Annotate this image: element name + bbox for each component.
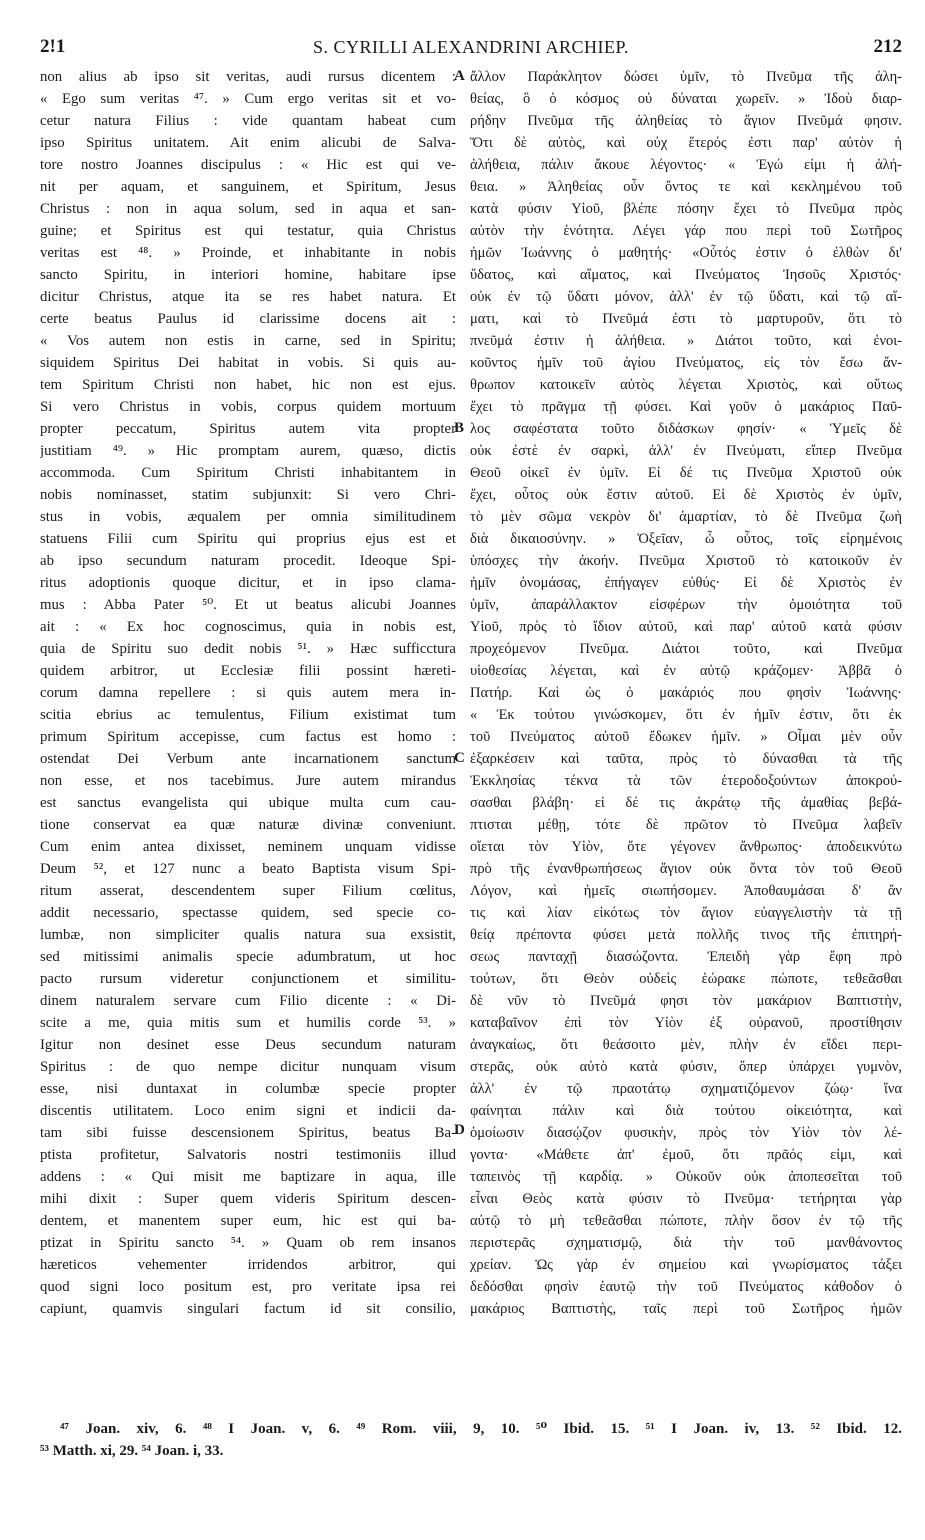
greek-text-line: τὸ μὲν σῶμα νεκρὸν δι' ἁμαρτίαν, τὸ δὲ Πνεῦμα ζωὴ [470,509,902,525]
latin-text-line: quia de Spiritu suo dedit nobis ⁵¹. » Hæc sufficctura [40,641,456,657]
greek-text-line: ἐξαρκέσειν καὶ ταῦτα, πρὸς τὸ δύνασθαι τὰ τῆς [470,751,902,767]
latin-text-line: dinem naturalem servare cum Filio dicente : « Di- [40,993,456,1009]
greek-text-line: αὐτὸν τὴν ἑνότητα. Λέγει γάρ που περὶ τοῦ Σωτῆρος [470,223,902,239]
latin-text-line: accommoda. Cum Spiritum Christi inhabitantem in [40,465,456,481]
latin-text-line: addens : « Qui misit me baptizare in aqua, ille [40,1169,456,1185]
greek-text-line: διὰ δικαιοσύνην. » Ὀξεῖαν, ὦ οὗτος, τοῖς εἰρημένοις [470,531,902,547]
latin-text-line: est sanctus evangelista qui ubique multa cum cau- [40,795,456,811]
page-header [40,36,902,60]
latin-text-line: guine; et Spiritus est qui testatur, quia Christus [40,223,456,239]
latin-text-line: esse, nisi duntaxat in columbæ specie propter [40,1081,456,1097]
greek-text-line: υἱοθεσίας λέγεται, καὶ ἐν αὐτῷ κράζομεν· Ἀββᾶ ὁ [470,663,902,679]
greek-text-line: λος σαφέστατα τοῦτο διδάσκων φησίν· « Ὑμεῖς δὲ [470,421,902,437]
greek-text-line: περιστερᾶς σχηματισμῷ, διὰ τὴν τοῦ μανθάνοντος [470,1235,902,1251]
latin-text-line: ptizat in Spiritu sancto ⁵⁴. » Quam ob rem insanos [40,1235,456,1251]
latin-text-line: ptista profitetur, Salvatoris nostri testimoniis illud [40,1147,456,1163]
latin-text-line: veritas est ⁴⁸. » Proinde, et inhabitante in nobis [40,245,456,261]
latin-text-line: non esse, et nos tacebimus. Jure autem mirandus [40,773,456,789]
greek-text-line: ρήδην Πνεῦμα τῆς ἀληθείας τὸ ἅγιον Πνεῦμά φησιν. [470,113,902,129]
greek-text-line: οὐκ ἐν τῷ ὕδατι μόνον, ἀλλ' ἐν τῷ ὕδατι, καὶ τῷ αἵ- [470,289,902,305]
greek-text-line: ὑπόσχες τὴν ἀκοήν. Πνεῦμα Χριστοῦ τὸ κατοικοῦν ἐν [470,553,902,569]
greek-text-line: προχεόμενον Πνεῦμα. Διάτοι τοῦτο, καὶ Πνεῦμα [470,641,902,657]
latin-column [40,66,456,1320]
latin-text-line: certe beatus Paulus id clarissime docens ait : [40,311,456,327]
latin-text-line: hæreticos vehementer irridendos arbitror, qui [40,1257,456,1273]
latin-text-line: pacto rursum videretur conjunctionem et similitu- [40,971,456,987]
greek-text-line: Θεοῦ οἰκεῖ ἐν ὑμῖν. Εἰ δέ τις Πνεῦμα Χριστοῦ οὐκ [470,465,902,481]
margin-marker-d: D [454,1122,465,1138]
footnotes-line-2: ⁵³ Matth. xi, 29. ⁵⁴ Joan. i, 33. [40,1443,224,1459]
latin-text-line: nit per aquam, et sanguinem, et Spiritum, Jesus [40,179,456,195]
greek-text-line: Υἱοῦ, πρὸς τὸ ἴδιον αὐτοῦ, καὶ παρ' αὐτοῦ κατὰ φύσιν [470,619,902,635]
greek-text-line: τις καὶ λίαν εἰκότως τὸν ἅγιον εὐαγγελιστὴν τὰ τῇ [470,905,902,921]
greek-text-line: κατὰ φύσιν Υἱοῦ, βλέπε πόσην ἔχει τὸ Πνεῦμα πρὸς [470,201,902,217]
latin-text-line: addit necessario, spectasse quidem, sed specie co- [40,905,456,921]
latin-text-line: tione conservat ea quæ naturæ divinæ conveniunt. [40,817,456,833]
latin-text-line: dentem, et manentem super eum, hic est qui ba- [40,1213,456,1229]
greek-text-line: τούτων, ὅτι Θεὸν οὐδεὶς ἑώρακε πώποτε, τεθεᾶσθαι [470,971,902,987]
latin-text-line: ab ipso secundum naturam procedit. Ideoque Spi- [40,553,456,569]
greek-text-line: θεια. » Ἀληθείας οὖν ὄντος τε καὶ κεκλημένου τοῦ [470,179,902,195]
greek-text-line: μακάριος Βαπτιστὴς, ταῖς περὶ τοῦ Σωτῆρος ἡμῶν [470,1301,902,1317]
footnotes-line-1: ⁴⁷ Joan. xiv, 6. ⁴⁸ I Joan. v, 6. ⁴⁹ Rom. viii, 9, 10. ⁵⁰ Ibid. 15. ⁵¹ I Joan. iv, 13. ⁵² Ibid. 12. [60,1421,902,1437]
greek-text-line: δεδόσθαι φησὶν ἑαυτῷ τὴν τοῦ Πνεύματος κάθοδον ὁ [470,1279,902,1295]
latin-text-line: Christus : non in aqua solum, sed in aqua et san- [40,201,456,217]
latin-text-line: lumbæ, non simpliciter qualis natura sua exsistit, [40,927,456,943]
greek-text-line: ἡμῶν Ἰωάννης ὁ μαθητής· «Οὗτός ἐστιν ὁ ἐλθὼν δι' [470,245,902,261]
latin-text-line: tem Spiritum Christi non habet, hic non est ejus. [40,377,456,393]
greek-text-line: πρὸ τῆς ἐνανθρωπήσεως ἅγιον οὐκ ὄντα τὸν τοῦ Θεοῦ [470,861,902,877]
latin-text-line: propter peccatum, Spiritus autem vita propter [40,421,456,437]
latin-text-line: non alius ab ipso sit veritas, audi rursus dicentem : [40,69,456,85]
greek-text-line: φαίνηται πάλιν καὶ διὰ τούτου οἰκειότητα, καὶ [470,1103,902,1119]
greek-text-line: σασθαι βλάβη· εἰ δέ τις ἀκράτῳ τῆς ἀμαθίας βεβά- [470,795,902,811]
latin-text-line: ritus adoptionis quoque dicitur, et in ipso clama- [40,575,456,591]
greek-text-line: Λόγον, καὶ ἡμεῖς σιωπήσομεν. Ἀποθαυμάσαι δ' ἄν [470,883,902,899]
margin-marker-a: A [454,68,465,84]
latin-text-line: « Ego sum veritas ⁴⁷. » Cum ergo veritas sit et vo- [40,91,456,107]
greek-text-line: « Ἐκ τούτου γινώσκομεν, ὅτι ἐν ἡμῖν ἐστιν, ὅτι ἐκ [470,707,902,723]
latin-text-line: discentis utilitatem. Loco enim signi et indicii da- [40,1103,456,1119]
latin-text-line: ritum asserat, descendentem super Filium cœlitus, [40,883,456,899]
latin-text-line: justitiam ⁴⁹. » Hic promptam aurem, quæso, dictis [40,443,456,459]
latin-text-line: primum Spiritum accepisse, cum factus est homo : [40,729,456,745]
latin-text-line: stus in vobis, æqualem per omnia similitudinem [40,509,456,525]
latin-text-line: scitia ebrius ac temulentus, Filium existimat tum [40,707,456,723]
latin-text-line: Si vero Christus in vobis, corpus quidem mortuum [40,399,456,415]
latin-text-line: quidem arbitror, ut Ecclesiæ filii possint hæreti- [40,663,456,679]
margin-marker-b: B [454,420,465,436]
greek-text-line: ἡμῖν ὀνομάσας, ἐπήγαγεν εὐθύς· Εἰ δὲ Χριστὸς ἐν [470,575,902,591]
latin-text-line: Deum ⁵², et 127 nunc a beato Baptista visum Spi- [40,861,456,877]
latin-text-line: Spiritus : de quo nempe dicitur nunquam visum [40,1059,456,1075]
latin-text-line: tore nostro Joannes discipulus : « Hic est qui ve- [40,157,456,173]
latin-text-line: dicitur Christus, atque ita se res habet natura. Et [40,289,456,305]
greek-text-line: Πατήρ. Καὶ ὡς ὁ μακάριός που φησὶν Ἰωάννης· [470,685,902,701]
greek-text-line: αὐτῷ τὸ μὴ τεθεᾶσθαι πώποτε, πλὴν ὅσον ἐν τῷ τῆς [470,1213,902,1229]
greek-text-line: χρείαν. Ὡς γὰρ ἐν σημείου καὶ γνωρίσματος τάξει [470,1257,902,1273]
latin-text-line: ipso Spiritus unitatem. Ait enim alicubi de Salva- [40,135,456,151]
greek-text-line: στερᾶς, οὐκ αὐτὸ κατὰ φύσιν, ὅπερ ὑπάρχει γυμνὸν, [470,1059,902,1075]
latin-text-line: nobis nominasset, statim subjunxit: Si vero Chri- [40,487,456,503]
greek-text-line: οἴεται τὸν Υἱὸν, ὅτε γέγονεν ἄνθρωπος· ἀποδεικνύτω [470,839,902,855]
latin-text-line: tam sibi fuisse descensionem Spiritus, beatus Ba- [40,1125,456,1141]
page-number-left: 2!1 [40,36,66,57]
greek-text-line: δὲ νῦν τὸ Πνεῦμά φησι τὸν μακάριον Βαπτιστὴν, [470,993,902,1009]
greek-text-line: ἔχει τὸ πρᾶγμα τῇ φύσει. Καὶ γοῦν ὁ μακάριος Παῦ- [470,399,902,415]
latin-text-line: sancto Spiritu, in interiori homine, habitare ipse [40,267,456,283]
greek-text-line: πνεῦμά ἐστιν ἡ ἀλήθεια. » Διάτοι τοῦτο, καὶ ἐνοι- [470,333,902,349]
greek-text-line: ἔχει, οὗτος οὐκ ἔστιν αὐτοῦ. Εἰ δὲ Χριστὸς ἐν ὑμῖν, [470,487,902,503]
greek-text-line: ματι, καὶ τὸ Πνεῦμά ἐστι τὸ μαρτυροῦν, ὅτι τὸ [470,311,902,327]
greek-text-line: γοντα· «Μάθετε ἀπ' ἐμοῦ, ὅτι πρᾶός εἰμι, καὶ [470,1147,902,1163]
greek-text-line: ἀλλ' ἐν τῷ πραοτάτῳ σχηματιζόμενον ζώῳ· ἵνα [470,1081,902,1097]
latin-text-line: ait : « Ex hoc cognoscimus, quia in nobis est, [40,619,456,635]
greek-text-line: οὐκ ἐστὲ ἐν σαρκὶ, ἀλλ' ἐν Πνεύματι, εἴπερ Πνεῦμα [470,443,902,459]
greek-text-line: καταβαῖνον ἐπὶ τὸν Υἱὸν ἐξ οὐρανοῦ, προστίθησιν [470,1015,902,1031]
latin-text-line: mihi dixit : Super quem videris Spiritum descen- [40,1191,456,1207]
greek-text-line: ὑμῖν, ἀπαράλλακτον εἰσφέρων τὴν ὁμοιότητα τοῦ [470,597,902,613]
greek-text-line: τοῦ Πνεύματος αὐτοῦ ἔδωκεν ἡμῖν. » Οἶμαι μὲν οὖν [470,729,902,745]
latin-text-line: quod signi loco positum est, pro veritate ipsa rei [40,1279,456,1295]
latin-text-line: statuens Filii cum Spiritu qui proprius ejus est et [40,531,456,547]
latin-text-line: ostendat Dei Verbum ante incarnationem sanctum [40,751,456,767]
greek-text-line: κοῦντος ἡμῖν τοῦ ἁγίου Πνεύματος, εἰς τὸν ἔσω ἄν- [470,355,902,371]
greek-text-line: πτισται μέθῃ, τότε δὲ πρῶτον τὸ Πνεῦμα λαβεῖν [470,817,902,833]
greek-text-line: ἀλήθεια, πάλιν ἄκουε λέγοντος· « Ἐγώ εἰμι ἡ ἀλή- [470,157,902,173]
greek-text-line: εἶναι Θεὸς κατὰ φύσιν τὸ Πνεῦμα· τετήρηται γὰρ [470,1191,902,1207]
latin-text-line: corum damna repellere : si quis autem mera in- [40,685,456,701]
greek-text-line: ἀναγκαίως, ὅτι θεάσοιτο μὲν, πλὴν ἐν εἴδει περι- [470,1037,902,1053]
latin-text-line: siquidem Spiritus Dei habitat in vobis. Si quis au- [40,355,456,371]
latin-text-line: capiunt, quamvis singulari factum id sit consilio, [40,1301,456,1317]
greek-column [470,66,902,1320]
greek-text-line: ὁμοίωσιν διασῴζον φυσικὴν, πρὸς τὸν Υἱὸν τὸν λέ- [470,1125,902,1141]
latin-text-line: sed mitissimi animalis specie adumbratum, ut hoc [40,949,456,965]
latin-text-line: scite a me, quia mitis sum et humilis corde ⁵³. » [40,1015,456,1031]
greek-text-line: Ὅτι δὲ αὐτὸς, καὶ οὐχ ἕτερός ἐστι παρ' αὐτὸν ἡ [470,135,902,151]
greek-text-line: ταπεινὸς τῇ καρδίᾳ. » Οὐκοῦν οὐκ ἀποπεσεῖται τοῦ [470,1169,902,1185]
page-number-right: 212 [873,36,902,57]
latin-text-line: mus : Abba Pater ⁵⁰. Et ut beatus alicubi Joannes [40,597,456,613]
latin-text-line: « Vos autem non estis in carne, sed in Spiritu; [40,333,456,349]
latin-text-line: Cum enim antea dixisset, neminem unquam vidisse [40,839,456,855]
greek-text-line: ὕδατος, καὶ αἵματος, καὶ Πνεύματος Ἰησοῦς Χριστός· [470,267,902,283]
running-title: S. CYRILLI ALEXANDRINI ARCHIEP. [312,37,629,57]
latin-text-line: cetur natura Filius : vide quantam habeat cum [40,113,456,129]
greek-text-line: θρωπον κατοικεῖν αὐτὸς λέγεται Χριστὸς, καὶ οὕτως [470,377,902,393]
greek-text-line: θείας, ὃ ὁ κόσμος οὐ δύναται χωρεῖν. » Ἰδοὺ διαρ- [470,91,902,107]
margin-marker-c: C [454,750,465,766]
greek-text-line: σεως πανταχῇ διασώζοντα. Ἐπειδὴ γὰρ ἔφη πρὸ [470,949,902,965]
greek-text-line: θείᾳ πρέποντα φύσει μετὰ πολλῆς τινος τῆς ἐπιτηρή- [470,927,902,943]
greek-text-line: ἄλλον Παράκλητον δώσει ὑμῖν, τὸ Πνεῦμα τῆς ἀλη- [470,69,902,85]
greek-text-line: Ἐκκλησίας τέκνα τὰ τῶν ἑτεροδοξούντων ἀποκρού- [470,773,902,789]
latin-text-line: Igitur non desinet esse Deus secundum naturam [40,1037,456,1053]
